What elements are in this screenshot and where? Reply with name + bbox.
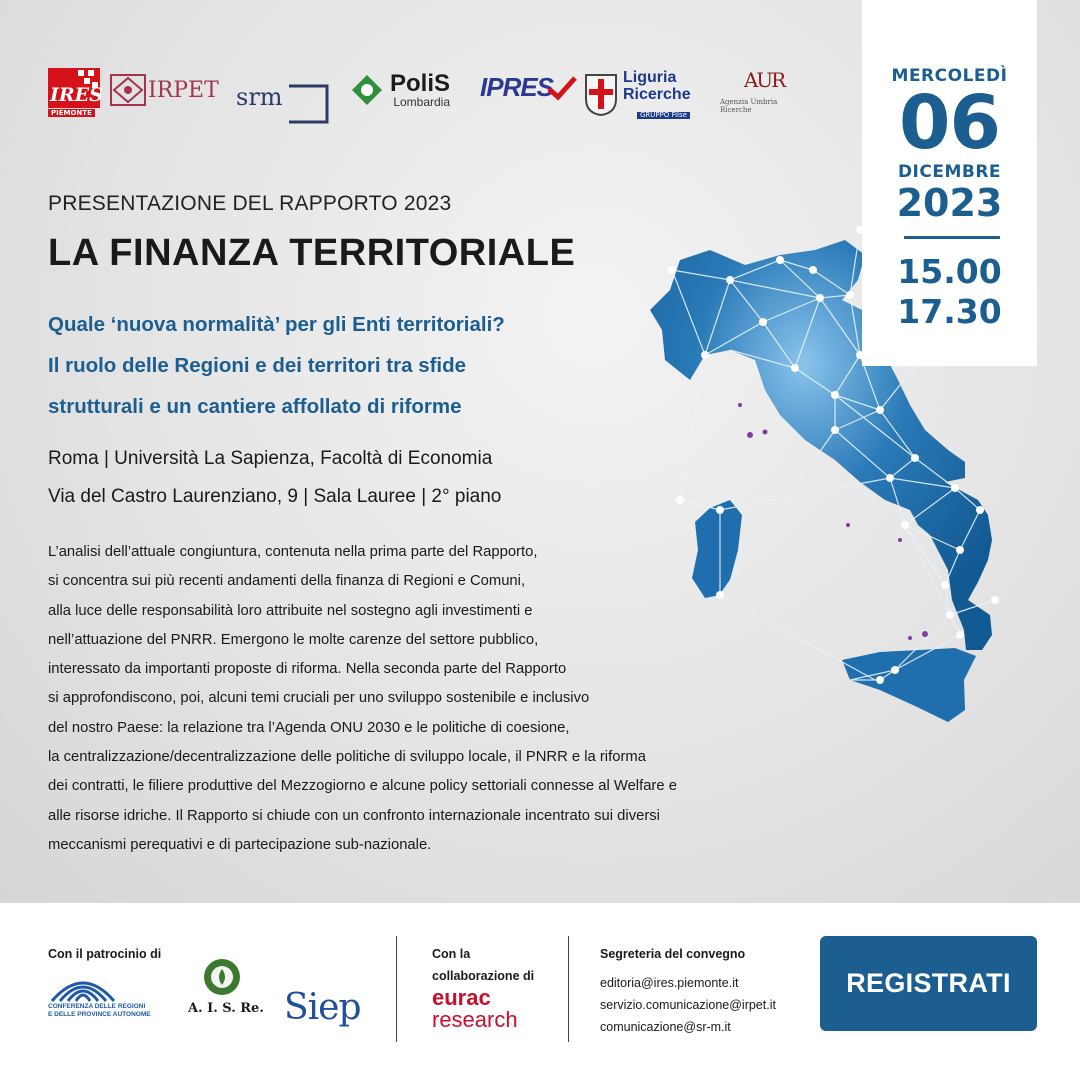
aur-logo <box>720 68 808 114</box>
liguria-ricerche-logo <box>584 70 691 120</box>
event-date-box <box>862 0 1037 366</box>
patronage-label: Con il patrocinio di <box>48 947 162 961</box>
eurac-logo <box>432 987 518 1031</box>
pre-title: PRESENTAZIONE DEL RAPPORTO 2023 <box>48 192 452 215</box>
event-year: 2023 <box>896 181 1003 225</box>
polis-leaf-icon <box>350 73 384 107</box>
footer-divider <box>568 936 569 1042</box>
description-line: L’analisi dell’attuale congiuntura, contenuta nella prima parte del Rapporto, <box>48 544 538 560</box>
email-link[interactable]: comunicazione@sr-m.it <box>600 1020 731 1034</box>
event-time-end: 17.30 <box>897 292 1002 331</box>
liguria-logo-line2: Ricerche <box>623 85 691 103</box>
eurac-logo-line2: research <box>432 1007 518 1032</box>
conferenza-line1: CONFERENZA DELLE REGIONI <box>48 1003 146 1010</box>
ipres-logo <box>480 72 577 103</box>
partner-logos <box>48 64 808 124</box>
collab-label-1: Con la <box>432 947 471 961</box>
date-divider <box>904 236 1000 239</box>
irpet-pattern-icon <box>110 74 146 106</box>
irpet-logo <box>110 74 219 106</box>
siep-logo: Siep <box>284 987 361 1028</box>
aisre-logo <box>188 957 264 1027</box>
conferenza-arcs-icon <box>48 965 118 1003</box>
venue-info <box>48 440 501 516</box>
liguria-logo-sub: GRUPPO Filse <box>637 112 690 119</box>
description-line: meccanismi perequativi e di partecipazione sub-nazionale. <box>48 836 432 853</box>
ires-logo-text: IRES <box>50 84 103 106</box>
email-link[interactable]: editoria@ires.piemonte.it <box>600 976 739 990</box>
ipres-logo-text: IPRES <box>480 72 554 102</box>
aisre-logo-text: A. I. S. Re. <box>188 1001 264 1016</box>
subtitle-line: strutturali e un cantiere affollato di riforme <box>48 395 462 418</box>
description-line: si concentra sui più recenti andamenti della finanza di Regioni e Comuni, <box>48 573 526 590</box>
email-link[interactable]: servizio.comunicazione@irpet.it <box>600 998 776 1012</box>
subtitle-line: Quale ‘nuova normalità’ per gli Enti territoriali? <box>48 313 505 336</box>
page-title: LA FINANZA TERRITORIALE <box>48 232 576 274</box>
description-line: alla luce delle responsabilità loro attribuite nel sostegno agli investimenti e <box>48 602 533 619</box>
venue-line: Roma | Università La Sapienza, Facoltà di Economia <box>48 448 493 469</box>
description-line: si approfondiscono, poi, alcuni temi cruciali per uno sviluppo sostenibile e inclusivo <box>48 690 590 707</box>
footer <box>0 903 1080 1080</box>
ires-piemonte-logo <box>48 68 103 126</box>
srm-square-icon <box>287 84 329 124</box>
collab-label-2: collaborazione di <box>432 969 535 983</box>
description-line: del nostro Paese: la relazione tra l’Agenda ONU 2030 e le politiche di coesione, <box>48 719 570 736</box>
description-line: dei contratti, le filiere produttive del Mezzogiorno e alcune policy settoriali connesse al Welfare e <box>48 778 677 795</box>
ipres-check-icon <box>547 75 577 101</box>
footer-divider <box>396 936 397 1042</box>
description-line: alle risorse idriche. Il Rapporto si chiude con un confronto internazionale incentrato sui diversi <box>48 807 660 824</box>
description-line: nell’attuazione del PNRR. Emergono le molte carenze del settore pubblico, <box>48 631 539 648</box>
sardinia-shape <box>692 500 742 598</box>
secretariat-label: Segreteria del convegno <box>600 947 746 961</box>
subtitle-line: Il ruolo delle Regioni e dei territori tra sfide <box>48 354 467 377</box>
polis-logo-text: PoliS <box>390 70 451 97</box>
conferenza-line2: E DELLE PROVINCE AUTONOME <box>48 1011 151 1018</box>
aur-logo-mark: AUR <box>743 68 785 92</box>
event-month: DICEMBRE <box>897 162 1002 182</box>
subtitle <box>48 304 648 427</box>
aisre-emblem-icon <box>200 957 244 997</box>
srm-logo-text: srm <box>236 83 283 111</box>
event-day: 06 <box>899 80 1000 166</box>
polis-lombardia-logo <box>350 72 450 108</box>
ires-logo-sub: PIEMONTE <box>48 109 95 117</box>
srm-logo <box>236 70 329 124</box>
eurac-logo-line1: eurac <box>432 985 491 1010</box>
conferenza-regioni-logo <box>48 965 178 1021</box>
description-line: la centralizzazione/decentralizzazione delle politiche di sviluppo locale, il PNRR e la riforma <box>48 749 646 766</box>
description-line: interessato da importanti proposte di riforma. Nella seconda parte del Rapporto <box>48 661 567 678</box>
aur-logo-sub: Agenzia Umbria Ricerche <box>720 98 778 114</box>
sicily-shape <box>842 648 976 722</box>
venue-line: Via del Castro Laurenziano, 9 | Sala Lauree | 2° piano <box>48 486 502 507</box>
event-time-start: 15.00 <box>897 252 1002 291</box>
register-button[interactable]: REGISTRATI <box>820 936 1037 1031</box>
irpet-logo-text: IRPET <box>148 77 219 103</box>
liguria-shield-icon <box>584 73 618 117</box>
polis-logo-sub: Lombardia <box>393 95 451 109</box>
liguria-logo-line1: Liguria <box>623 69 677 86</box>
event-weekday: MERCOLEDÌ <box>891 66 1008 86</box>
